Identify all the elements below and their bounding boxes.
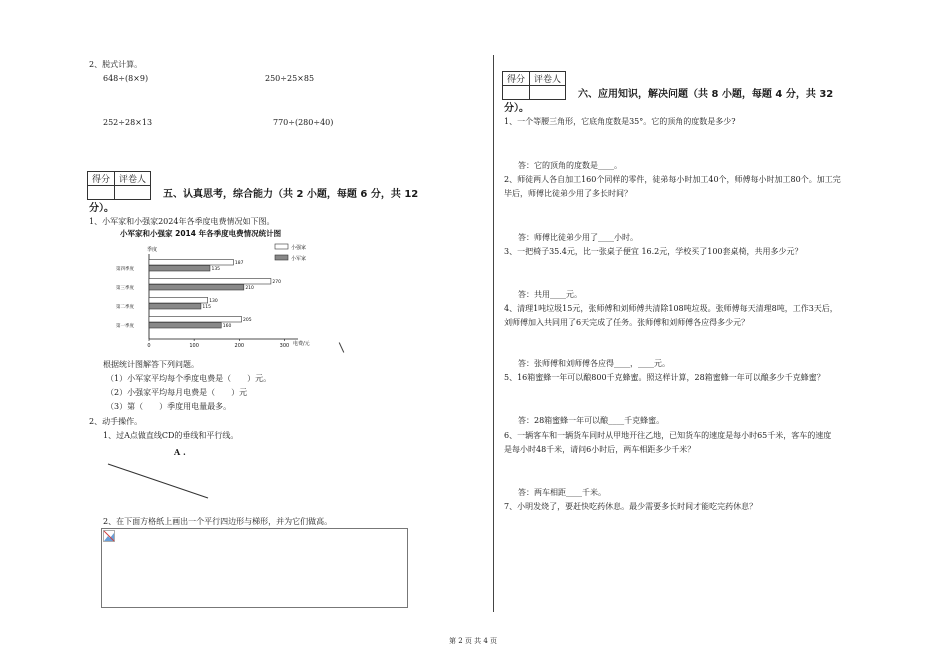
bar-value-label: 115: [202, 305, 212, 310]
bar: [149, 285, 244, 291]
grader-label: 评卷人: [115, 172, 151, 186]
bar: [149, 260, 233, 266]
x-tick-label: 200: [234, 343, 245, 349]
legend-label-xiaojun: 小军家: [291, 256, 307, 262]
section-6-title: 六、应用知识，解决问题（共 8 小题，每题 4 分，共 32: [578, 89, 834, 100]
chart-title: 小军家和小强家 2014 年各季度电费情况统计图: [120, 229, 282, 238]
question-5: 5、16箱蜜蜂一年可以酿800千克蜂蜜。照这样计算，28箱蜜蜂一年可以酿多少千克蜂蜜？: [504, 373, 825, 382]
question-4-line-2: 刘师傅加入共同用了6天完成了任务。张师傅和刘师傅各应得多少元？: [504, 318, 750, 327]
x-axis-label: 电费/元: [293, 341, 310, 347]
y-axis-label: 季度: [147, 247, 158, 253]
bar-value-label: 160: [222, 324, 232, 329]
bar-value-label: 130: [209, 299, 218, 304]
score-cell[interactable]: [88, 186, 115, 200]
bar-value-label: 135: [211, 267, 221, 272]
answer-6: 答：两车相距____千米。: [518, 488, 606, 497]
question-2-title: 2、脱式计算。: [89, 60, 143, 69]
grader-cell[interactable]: [115, 186, 151, 200]
section-6-title-tail: 分）。: [504, 103, 529, 114]
calc-expression-2: 250÷25×85: [265, 74, 315, 83]
section-5-title: 五、认真思考，综合能力（共 2 小题，每题 6 分，共 12: [163, 189, 419, 200]
score-cell[interactable]: [503, 86, 530, 100]
section-5-question-1: 1、小军家和小强家2024年各季度电费情况如下图。: [89, 217, 275, 226]
calc-expression-1: 648÷(8×9): [103, 74, 149, 83]
x-tick-label: 100: [189, 343, 199, 349]
grader-label: 评卷人: [530, 72, 566, 86]
answer-5: 答：28箱蜜蜂一年可以酿____千克蜂蜜。: [518, 416, 665, 425]
bar: [149, 298, 208, 304]
category-label: 第一季度: [116, 324, 134, 329]
column-divider: [493, 55, 494, 612]
sub-question-3: （3）第（ ）季度用电量最多。: [106, 402, 232, 411]
question-7: 7、小明发烧了，要赶快吃药休息。最少需要多长时间才能吃完药休息？: [504, 502, 758, 511]
chart-instruction: 根据统计图解答下列问题。: [103, 360, 199, 369]
bar: [149, 304, 201, 310]
score-box-section-5: [87, 171, 151, 200]
legend-swatch-xiaoqiang: [275, 244, 288, 249]
category-label: 第三季度: [116, 286, 134, 291]
answer-1: 答：它的顶角的度数是____。: [518, 161, 622, 170]
operation-1: 1、过A点做直线CD的垂线和平行线。: [103, 431, 239, 440]
legend-label-xiaoqiang: 小强家: [291, 245, 307, 251]
question-1: 1、一个等腰三角形，它底角度数是35°。它的顶角的度数是多少?: [504, 117, 736, 126]
bar-value-label: 270: [272, 280, 282, 285]
bar: [149, 266, 210, 272]
calc-expression-4: 770÷(280÷40): [273, 118, 334, 127]
calc-expression-3: 252÷28×13: [103, 118, 153, 127]
sub-question-2: （2）小强家平均每月电费是（ ）元: [106, 388, 248, 397]
grader-cell[interactable]: [530, 86, 566, 100]
question-6-line-2: 是每小时48千米，请问6小时后，两车相距多少千米？: [504, 445, 696, 454]
question-2-line-1: 2、师徒两人各自加工160个同样的零件，徒弟每小时加工40个，师傅每小时加工80个。加工完: [504, 175, 841, 184]
x-tick-label: 300: [279, 343, 290, 349]
page-footer: 第 2 页 共 4 页: [449, 637, 498, 645]
score-label: 得分: [503, 72, 530, 86]
answer-3: 答：共用____元。: [518, 290, 582, 299]
score-label: 得分: [88, 172, 115, 186]
sub-question-1: （1）小军家平均每个季度电费是（ ）元。: [106, 374, 272, 383]
category-label: 第二季度: [116, 305, 134, 310]
category-label: 第四季度: [116, 267, 134, 272]
operation-title: 2、动手操作。: [89, 417, 143, 426]
answer-2: 答：师傅比徒弟少用了____小时。: [518, 233, 638, 242]
section-5-title-tail: 分）。: [89, 203, 114, 214]
point-a-label: A .: [174, 447, 186, 457]
legend-swatch-xiaojun: [275, 255, 288, 260]
bar-value-label: 210: [245, 286, 254, 291]
grid-paper-box[interactable]: [101, 528, 408, 608]
bar-value-label: 205: [243, 318, 252, 323]
x-tick-label: 0: [147, 343, 151, 349]
question-3: 3、一把椅子35.4元，比一张桌子便宜 16.2元，学校买了100套桌椅，共用多少元？: [504, 247, 803, 256]
line-cd: [105, 460, 211, 502]
operation-2: 2、在下面方格纸上画出一个平行四边形与梯形，并为它们做高。: [103, 517, 333, 526]
question-2-line-2: 毕后，师傅比徒弟少用了多长时间？: [504, 189, 632, 198]
question-6-line-1: 6、一辆客车和一辆货车同时从甲地开往乙地，已知货车的速度是每小时65千米，客车的速度: [504, 431, 832, 440]
bar: [149, 323, 221, 329]
bar-value-label: 187: [234, 261, 244, 266]
answer-4: 答：张师傅和刘师傅各应得____，____元。: [518, 359, 670, 368]
question-4-line-1: 4、清理1吨垃圾15元，张师傅和刘师傅共清除108吨垃圾。张师傅每天清理8吨，工作3天后，: [504, 304, 838, 313]
broken-image-icon: [103, 530, 115, 542]
score-box-section-6: [502, 71, 566, 100]
bar: [149, 279, 271, 285]
bar-chart: [115, 227, 350, 354]
bar: [149, 317, 242, 323]
